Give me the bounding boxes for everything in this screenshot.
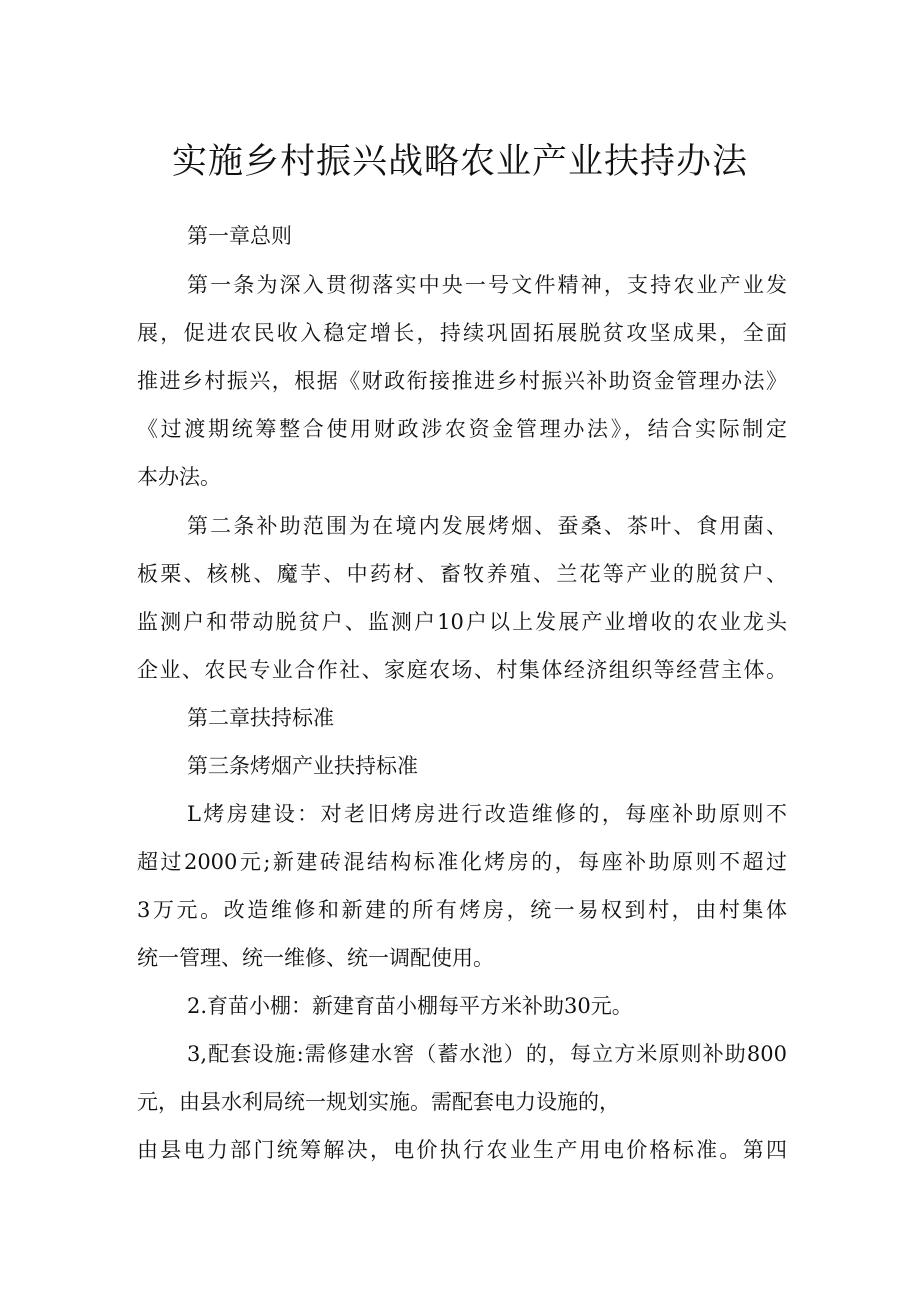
article-1-line-1: 第一条为深入贯彻落实中央一号文件精神，支持农业产业发 [187, 273, 787, 297]
item-1-line-3: 3万元。改造维修和新建的所有烤房，统一易权到村，由村集体 [137, 898, 787, 922]
article-3-heading: 第三条烤烟产业扶持标准 [187, 754, 418, 778]
article-1-line-5: 本办法。 [137, 465, 221, 489]
item-2-line-1: 2.育苗小棚：新建育苗小棚每平方米补助30元。 [187, 994, 633, 1018]
item-3-line-2: 元，由县水利局统一规划实施。需配套电力设施的， [137, 1090, 620, 1114]
article-1-line-4: 《过渡期统筹整合使用财政涉农资金管理办法》，结合实际制定 [137, 417, 787, 441]
article-2-line-1: 第二条补助范围为在境内发展烤烟、蚕桑、茶叶、食用菌、 [187, 514, 787, 538]
item-3-line-1: 3,配套设施:需修建水窖（蓄水池）的，每立方米原则补助800 [187, 1042, 787, 1066]
article-2-line-3: 监测户和带动脱贫户、监测户10户以上发展产业增收的农业龙头 [137, 610, 787, 634]
item-1-line-4: 统一管理、统一维修、统一调配使用。 [137, 946, 494, 970]
item-3-line-3: 由县电力部门统筹解决，电价执行农业生产用电价格标准。第四 [137, 1138, 787, 1162]
article-2-line-4: 企业、农民专业合作社、家庭农场、村集体经济组织等经营主体。 [137, 658, 787, 682]
item-1-line-2: 超过2000元;新建砖混结构标准化烤房的，每座补助原则不超过 [137, 850, 787, 874]
document-title: 实施乡村振兴战略农业产业扶持办法 [171, 142, 748, 182]
chapter-2-heading: 第二章扶持标准 [187, 706, 334, 730]
article-1-line-2: 展，促进农民收入稳定增长，持续巩固拓展脱贫攻坚成果，全面 [137, 321, 787, 345]
item-1-line-1: L烤房建设：对老旧烤房进行改造维修的，每座补助原则不 [187, 802, 787, 826]
article-2-line-2: 板栗、核桃、魔芋、中药材、畜牧养殖、兰花等产业的脱贫户、 [137, 562, 787, 586]
chapter-1-heading: 第一章总则 [187, 224, 292, 248]
article-1-line-3: 推进乡村振兴，根据《财政衔接推进乡村振兴补助资金管理办法》 [137, 369, 787, 393]
